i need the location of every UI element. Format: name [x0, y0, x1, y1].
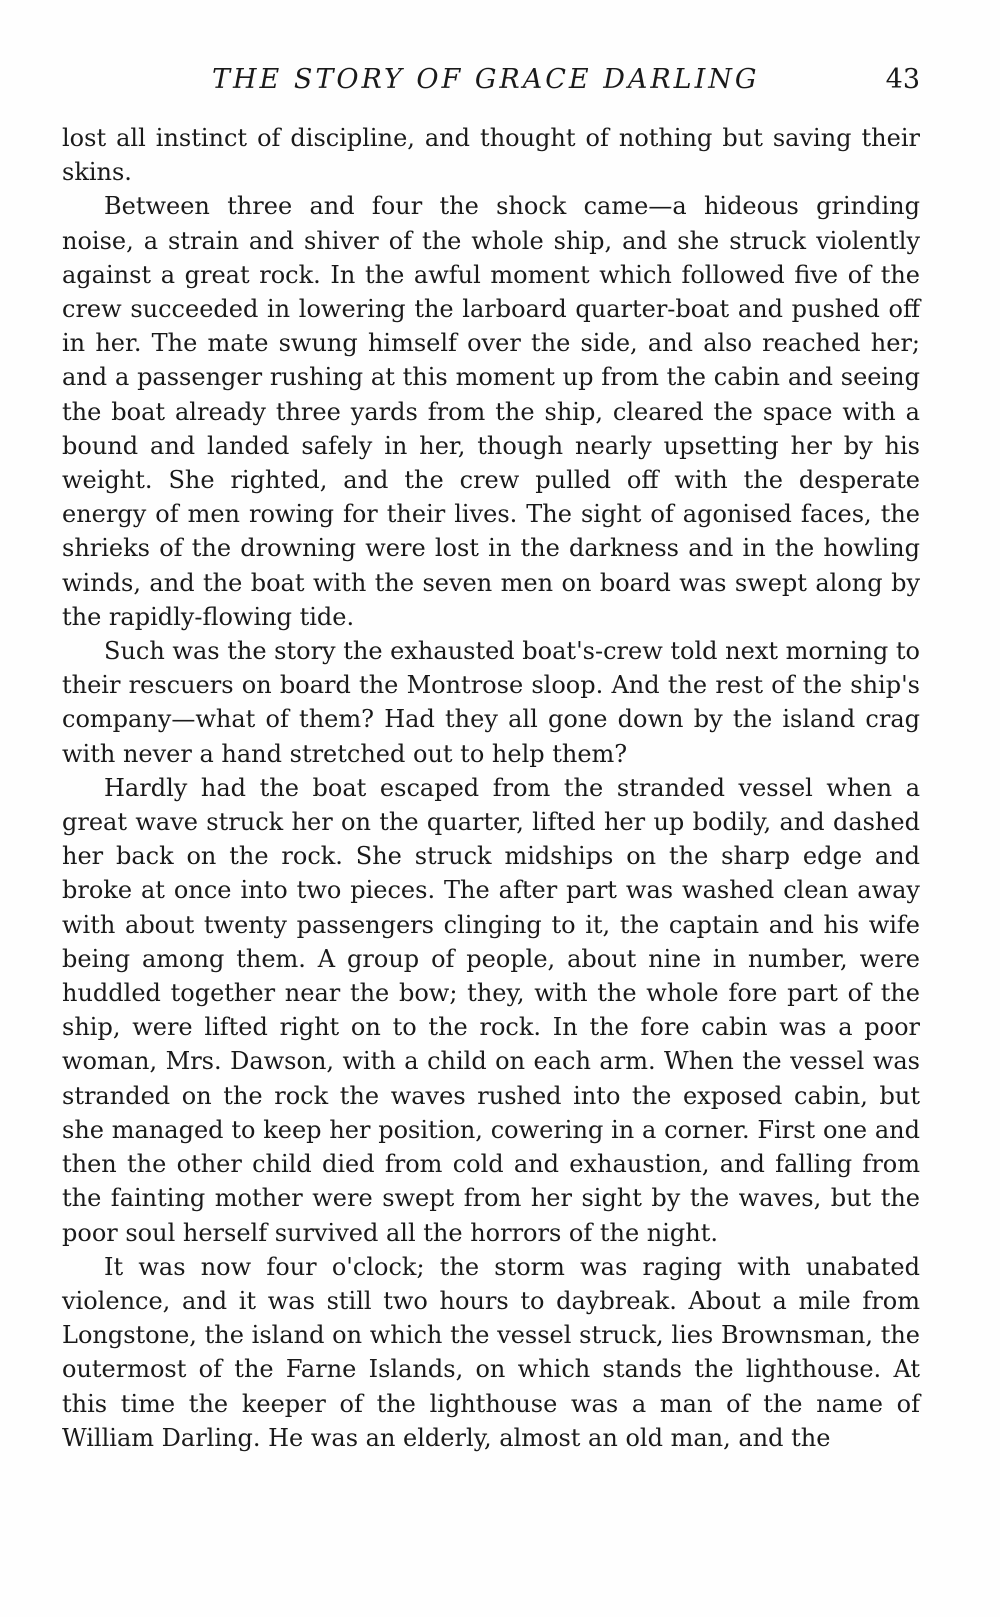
paragraph-4: Hardly had the boat escaped from the stranded vessel when a great wave struck her on the quarter, lifted her up bodily, and dashed her back on the rock. She struck midships on the sharp edge and broke at once into two pieces. The after part was washed clean away with about twenty passengers clinging to it, the captain and his wife being among them. A group of people, about nine in number, were huddled together near the bow; they, with the whole fore part of the ship, were lifted right on to the rock. In the fore cabin was a poor woman, Mrs. Dawson, with a child on each arm. When the vessel was stranded on the rock the waves rushed into the exposed cabin, but she managed to keep her position, cowering in a corner. First one and then the other child died from cold and exhaustion, and falling from the fainting mother were swept from her sight by the waves, but the poor soul herself survived all the horrors of the night.	[62, 773, 920, 1247]
page-body	[62, 121, 920, 1455]
paragraph-2: Between three and four the shock came—a hideous grinding noise, a strain and shiver of the whole ship, and she struck violently against a great rock. In the awful moment which followed five of the crew succeeded in lowering the larboard quarter-boat and pushed off in her. The mate swung himself over the side, and also reached her; and a passenger rushing at this moment up from the cabin and seeing the boat already three yards from the ship, cleared the space with a bound and landed safely in her, though nearly upsetting her by his weight. She righted, and the crew pulled off with the desperate energy of men rowing for their lives. The sight of agonised faces, the shrieks of the drowning were lost in the darkness and in the howling winds, and the boat with the seven men on board was swept along by the rapidly-flowing tide.	[62, 192, 920, 631]
paragraph-3: Such was the story the exhausted boat's-crew told next morning to their rescuers on board the Montrose sloop. And the rest of the ship's company—what of them? Had they all gone down by the island crag with never a hand stretched out to help them?	[62, 637, 920, 768]
paragraph-1: lost all instinct of discipline, and thought of nothing but saving their skins.	[62, 124, 920, 187]
page-number: 43	[885, 64, 920, 95]
page-header	[62, 64, 920, 104]
running-title: THE STORY OF GRACE DARLING	[212, 64, 760, 95]
paragraph-5: It was now four o'clock; the storm was raging with unabated violence, and it was still two hours to daybreak. About a mile from Longstone, the island on which the vessel struck, lies Brownsman, the outermost of the Farne Islands, on which stands the lighthouse. At this time the keeper of the lighthouse was a man of the name of William Darling. He was an elderly, almost an old man, and the	[62, 1252, 920, 1452]
